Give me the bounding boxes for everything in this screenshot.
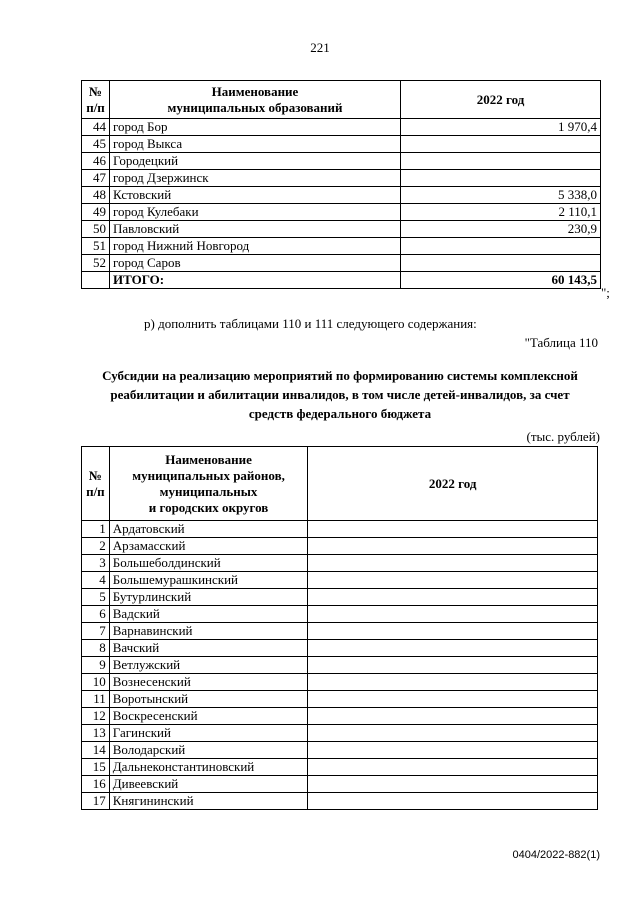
- document-code: 0404/2022-882(1): [512, 849, 600, 861]
- total-value: 60 143,5: [401, 272, 601, 289]
- row-value: 2 110,1: [401, 204, 601, 221]
- header-number-text: № п/п: [86, 467, 105, 499]
- allocation-table-continued: [81, 80, 601, 289]
- row-name: Большемурашкинский: [109, 572, 308, 589]
- table-row: [82, 691, 598, 708]
- table-row: [82, 674, 598, 691]
- row-name: Вадский: [109, 606, 308, 623]
- table-row: [82, 538, 598, 555]
- table-label: "Таблица 110: [524, 335, 598, 350]
- row-value: [308, 623, 598, 640]
- table-row: [82, 589, 598, 606]
- row-name: Ветлужский: [109, 657, 308, 674]
- row-number: 51: [82, 238, 110, 255]
- table-row: [82, 742, 598, 759]
- table-row: [82, 255, 601, 272]
- header-year: [308, 447, 598, 521]
- header-municipality: [110, 81, 401, 119]
- row-number: 14: [82, 742, 110, 759]
- row-name: Городецкий: [110, 153, 401, 170]
- row-name: город Кулебаки: [110, 204, 401, 221]
- row-number: 12: [82, 708, 110, 725]
- row-name: город Выкса: [110, 136, 401, 153]
- row-name: Гагинский: [109, 725, 308, 742]
- row-number: 9: [82, 657, 110, 674]
- table-row: [82, 204, 601, 221]
- row-value: 5 338,0: [401, 187, 601, 204]
- row-value: [308, 657, 598, 674]
- table-row: [82, 136, 601, 153]
- table-header-row: [82, 81, 601, 119]
- table-title: Субсидии на реализацию мероприятий по формированию системы комплексной реабилитации и абилитации инвалидов, в том числе детей-инвалидов, за счет средств федерального бюджета: [102, 368, 578, 421]
- row-value: [308, 589, 598, 606]
- header-municipality-text: Наименование муниципальных образований: [167, 83, 343, 115]
- row-value: 1 970,4: [401, 119, 601, 136]
- row-value: [308, 759, 598, 776]
- table-row: [82, 759, 598, 776]
- row-value: 230,9: [401, 221, 601, 238]
- table-row: [82, 238, 601, 255]
- row-number: 13: [82, 725, 110, 742]
- row-name: город Нижний Новгород: [110, 238, 401, 255]
- header-number-text: № п/п: [86, 83, 105, 115]
- row-number: 48: [82, 187, 110, 204]
- table-row: [82, 521, 598, 538]
- table-row: [82, 793, 598, 810]
- row-number: 17: [82, 793, 110, 810]
- row-name: город Бор: [110, 119, 401, 136]
- row-name: Володарский: [109, 742, 308, 759]
- row-number: 5: [82, 589, 110, 606]
- row-name: Кстовский: [110, 187, 401, 204]
- row-number: 6: [82, 606, 110, 623]
- row-value: [308, 742, 598, 759]
- row-number: 45: [82, 136, 110, 153]
- table-row: [82, 606, 598, 623]
- closing-quote: ";: [601, 285, 610, 300]
- row-name: Дальнеконстантиновский: [109, 759, 308, 776]
- row-number: 44: [82, 119, 110, 136]
- row-value: [308, 572, 598, 589]
- row-name: город Саров: [110, 255, 401, 272]
- row-number: 7: [82, 623, 110, 640]
- row-value: [308, 538, 598, 555]
- row-name: Ардатовский: [109, 521, 308, 538]
- header-district-text: Наименование муниципальных районов, муниципальных и городских округов: [132, 451, 285, 515]
- row-value: [308, 640, 598, 657]
- row-number: 4: [82, 572, 110, 589]
- row-value: [401, 136, 601, 153]
- row-value: [308, 725, 598, 742]
- table-row: [82, 623, 598, 640]
- row-number: 50: [82, 221, 110, 238]
- row-number: 10: [82, 674, 110, 691]
- table-row: [82, 572, 598, 589]
- row-value: [308, 674, 598, 691]
- table-row: [82, 221, 601, 238]
- table-row: [82, 725, 598, 742]
- header-district: [109, 447, 308, 521]
- row-name: Павловский: [110, 221, 401, 238]
- header-year-text: 2022 год: [428, 475, 477, 491]
- row-number: 3: [82, 555, 110, 572]
- header-number: [82, 447, 110, 521]
- row-number: 8: [82, 640, 110, 657]
- row-value: [308, 521, 598, 538]
- row-number: 46: [82, 153, 110, 170]
- row-name: Варнавинский: [109, 623, 308, 640]
- row-number: 16: [82, 776, 110, 793]
- row-name: Воротынский: [109, 691, 308, 708]
- row-number: 47: [82, 170, 110, 187]
- row-name: Арзамасский: [109, 538, 308, 555]
- table-row: [82, 708, 598, 725]
- table-row: [82, 555, 598, 572]
- row-name: Княгининский: [109, 793, 308, 810]
- row-value: [308, 555, 598, 572]
- intro-text: р) дополнить таблицами 110 и 111 следующего содержания:: [144, 316, 477, 331]
- row-number: 49: [82, 204, 110, 221]
- table-row: [82, 187, 601, 204]
- table-row: [82, 657, 598, 674]
- row-name: Дивеевский: [109, 776, 308, 793]
- row-value: [308, 606, 598, 623]
- row-name: Воскресенский: [109, 708, 308, 725]
- row-value: [308, 691, 598, 708]
- row-value: [401, 255, 601, 272]
- row-number: 52: [82, 255, 110, 272]
- units-label: (тыс. рублей): [526, 429, 600, 444]
- row-name: Вачский: [109, 640, 308, 657]
- header-number: [82, 81, 110, 119]
- header-year: [401, 81, 601, 119]
- table-header-row: [82, 447, 598, 521]
- header-year-text: 2022 год: [476, 91, 525, 107]
- table-row: [82, 170, 601, 187]
- table-row: [82, 153, 601, 170]
- row-value: [401, 238, 601, 255]
- row-name: Бутурлинский: [109, 589, 308, 606]
- row-value: [308, 793, 598, 810]
- row-value: [308, 776, 598, 793]
- row-value: [401, 170, 601, 187]
- row-name: Большеболдинский: [109, 555, 308, 572]
- row-name: Вознесенский: [109, 674, 308, 691]
- row-value: [401, 153, 601, 170]
- subsidy-table: [81, 446, 598, 810]
- total-num-cell: [82, 272, 110, 289]
- row-name: город Дзержинск: [110, 170, 401, 187]
- table-row: [82, 640, 598, 657]
- row-number: 11: [82, 691, 110, 708]
- total-row: [82, 272, 601, 289]
- row-number: 2: [82, 538, 110, 555]
- table-row: [82, 776, 598, 793]
- row-value: [308, 708, 598, 725]
- row-number: 15: [82, 759, 110, 776]
- total-label: ИТОГО:: [110, 272, 401, 289]
- table-row: [82, 119, 601, 136]
- page-number: 221: [310, 40, 330, 55]
- row-number: 1: [82, 521, 110, 538]
